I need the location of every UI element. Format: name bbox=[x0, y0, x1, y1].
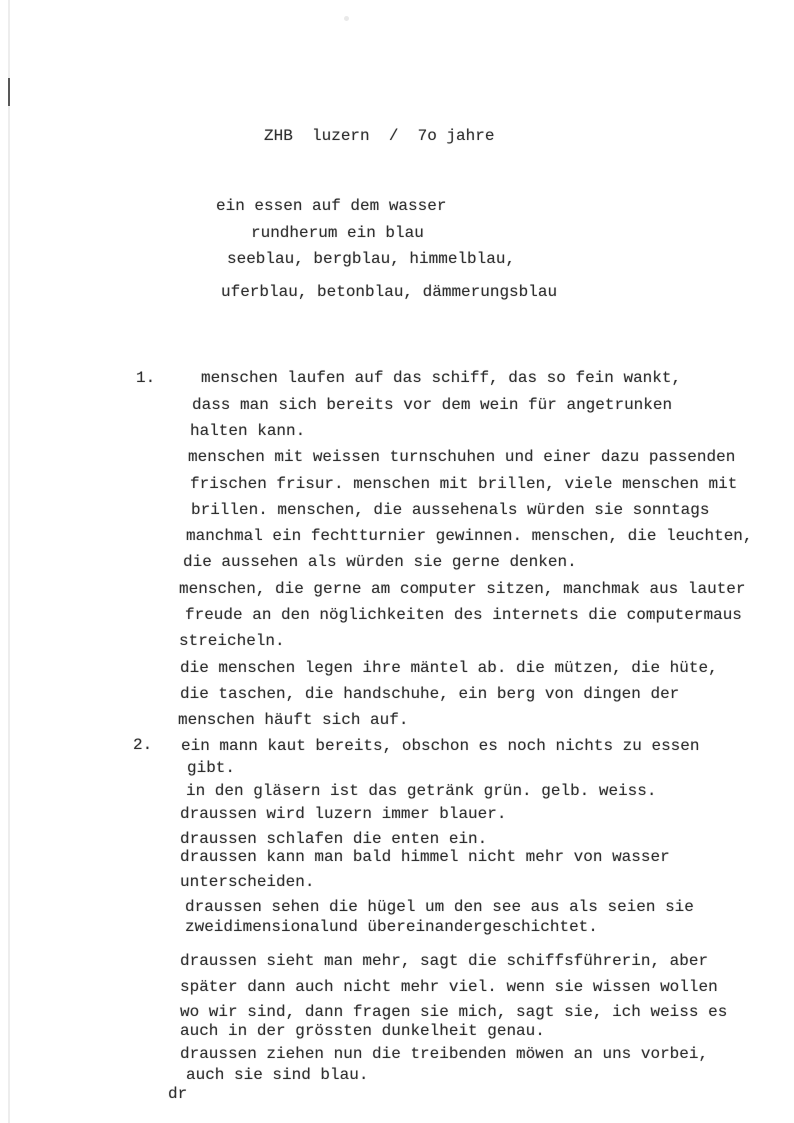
text-line: draussen wird luzern immer blauer. bbox=[180, 805, 507, 823]
text-line: freude an den nöglichkeiten des internets die computermaus bbox=[185, 606, 742, 624]
text-line: die taschen, die handschuhe, ein berg von dingen der bbox=[180, 685, 680, 703]
poem-line: ein essen auf dem wasser bbox=[216, 197, 447, 215]
scan-artifact-vertical-line bbox=[8, 0, 10, 1123]
text-line: draussen sieht man mehr, sagt die schiffsführerin, aber bbox=[180, 952, 709, 970]
poem-line: uferblau, betonblau, dämmerungsblau bbox=[221, 283, 558, 301]
text-line: wo wir sind, dann fragen sie mich, sagt sie, ich weiss es bbox=[180, 1003, 728, 1021]
section-number: 1. bbox=[136, 369, 156, 387]
text-line: menschen mit weissen turnschuhen und einer dazu passenden bbox=[188, 448, 736, 466]
text-line: brillen. menschen, die aussehenals würden sie sonntags bbox=[191, 501, 710, 519]
text-line: dass man sich bereits vor dem wein für angetrunken bbox=[192, 396, 673, 414]
text-line: unterscheiden. bbox=[180, 873, 315, 891]
scan-artifact-dot bbox=[344, 16, 349, 21]
text-line: gibt. bbox=[187, 759, 236, 777]
text-line: streicheln. bbox=[179, 632, 285, 650]
text-line: die menschen legen ihre mäntel ab. die mützen, die hüte, bbox=[180, 659, 718, 677]
text-line: auch sie sind blau. bbox=[186, 1066, 369, 1084]
text-line: menschen, die gerne am computer sitzen, manchmak aus lauter bbox=[179, 580, 746, 598]
text-line: auch in der grössten dunkelheit genau. bbox=[180, 1022, 545, 1040]
text-line: draussen sehen die hügel um den see aus als seien sie bbox=[185, 898, 694, 916]
poem-line: rundherum ein blau bbox=[251, 224, 424, 242]
text-line: draussen kann man bald himmel nicht mehr von wasser bbox=[180, 848, 670, 866]
text-line: menschen laufen auf das schiff, das so fein wankt, bbox=[201, 369, 682, 387]
text-line: ein mann kaut bereits, obschon es noch nichts zu essen bbox=[181, 737, 700, 755]
text-line: die aussehen als würden sie gerne denken. bbox=[183, 553, 577, 571]
text-line: zweidimensionalund übereinandergeschichtet. bbox=[185, 918, 598, 936]
text-line: frischen frisur. menschen mit brillen, viele menschen mit bbox=[190, 475, 738, 493]
text-line: in den gläsern ist das getränk grün. gelb. weiss. bbox=[186, 782, 657, 800]
scan-artifact-dark-mark bbox=[8, 78, 10, 106]
text-line: dr bbox=[168, 1085, 188, 1103]
document-title: ZHB luzern / 7o jahre bbox=[264, 127, 495, 145]
text-line: menschen häuft sich auf. bbox=[178, 711, 409, 729]
text-line: draussen ziehen nun die treibenden möwen an uns vorbei, bbox=[180, 1045, 709, 1063]
text-line: draussen schlafen die enten ein. bbox=[180, 830, 488, 848]
poem-line: seeblau, bergblau, himmelblau, bbox=[227, 250, 516, 268]
text-line: halten kann. bbox=[190, 422, 306, 440]
section-number: 2. bbox=[133, 736, 153, 754]
text-line: später dann auch nicht mehr viel. wenn sie wissen wollen bbox=[180, 978, 718, 996]
text-line: manchmal ein fechtturnier gewinnen. menschen, die leuchten, bbox=[186, 527, 753, 545]
